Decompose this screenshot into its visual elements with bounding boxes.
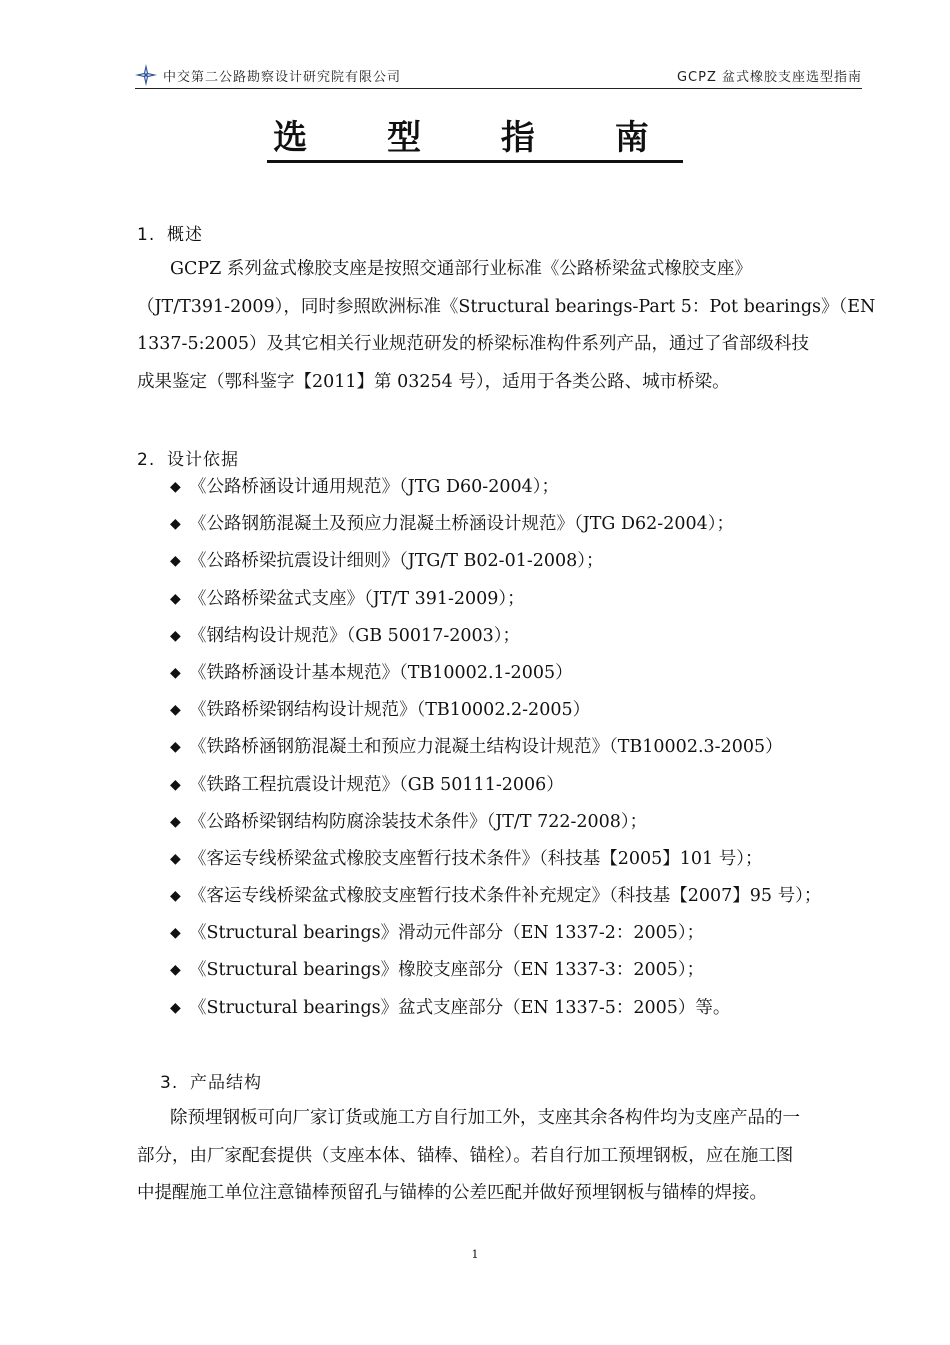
compass-star-icon (135, 64, 157, 86)
guide-name: GCPZ 盆式橡胶支座选型指南 (676, 70, 862, 85)
diamond-bullet-icon: ◆ (170, 516, 181, 533)
diamond-bullet-icon: ◆ (170, 479, 181, 495)
paragraph-line: 成果鉴定（鄂科鉴字【2011】第 03254 号），适用于各类公路、城市桥梁。 (137, 371, 730, 392)
diamond-bullet-icon: ◆ (170, 776, 181, 793)
page-header (135, 62, 862, 88)
section-number: 3. (160, 1073, 179, 1093)
diamond-bullet-icon: ◆ (170, 813, 181, 830)
section-3-heading (160, 1068, 262, 1093)
paragraph-line: GCPZ 系列盆式橡胶支座是按照交通部行业标准《公路桥梁盆式橡胶支座》 (170, 259, 752, 279)
list-item (170, 583, 821, 620)
list-item (170, 471, 821, 508)
list-item-text: 《Structural bearings》橡胶支座部分（EN 1337-3：2005）； (189, 960, 705, 981)
diamond-bullet-icon: ◆ (170, 962, 181, 979)
design-basis-list (170, 471, 821, 1029)
section-1-heading (137, 220, 203, 245)
page-number: 1 (471, 1248, 479, 1261)
structure-paragraph (137, 1100, 861, 1213)
list-item-text: 《钢结构设计规范》（GB 50017-2003）； (189, 625, 521, 646)
paragraph-line: 除预埋钢板可向厂家订货或施工方自行加工外，支座其余各构件均为支座产品的一 (170, 1108, 800, 1128)
diamond-bullet-icon: ◆ (170, 664, 181, 681)
list-item (170, 843, 821, 880)
organization-name: 中交第二公路勘察设计研究院有限公司 (163, 70, 402, 85)
list-item-text: 《客运专线桥梁盆式橡胶支座暂行技术条件》（科技基【2005】101 号）； (189, 848, 763, 869)
diamond-bullet-icon: ◆ (170, 888, 181, 905)
section-2-heading (137, 445, 239, 470)
paragraph-line: 部分，由厂家配套提供（支座本体、锚棒、锚栓）。若自行加工预埋钢板，应在施工图 (137, 1145, 794, 1166)
diamond-bullet-icon: ◆ (170, 999, 181, 1016)
list-item (170, 954, 821, 991)
list-item (170, 917, 821, 954)
diamond-bullet-icon: ◆ (170, 925, 181, 942)
list-item-text: 《Structural bearings》滑动元件部分（EN 1337-2：2005）； (189, 923, 705, 944)
section-title: 概述 (167, 225, 203, 245)
page-title-wrap (0, 116, 950, 163)
list-item-text: 《铁路桥梁钢结构设计规范》（TB10002.2-2005） (189, 700, 591, 721)
list-item (170, 769, 821, 806)
list-item-text: 《公路桥涵设计通用规范》（JTG D60-2004）； (189, 477, 559, 497)
list-item (170, 806, 821, 843)
paragraph-line: （JT/T391-2009），同时参照欧洲标准《Structural bearings-Part 5：Pot bearings》（EN (137, 296, 876, 317)
list-item (170, 731, 821, 768)
list-item (170, 508, 821, 545)
diamond-bullet-icon: ◆ (170, 553, 181, 570)
list-item (170, 545, 821, 582)
list-item-text: 《客运专线桥梁盆式橡胶支座暂行技术条件补充规定》（科技基【2007】95 号）； (189, 886, 822, 907)
list-item-text: 《铁路桥涵钢筋混凝土和预应力混凝土结构设计规范》（TB10002.3-2005） (189, 737, 783, 758)
section-number: 1. (137, 225, 156, 245)
diamond-bullet-icon: ◆ (170, 702, 181, 719)
list-item-text: 《铁路桥涵设计基本规范》（TB10002.1-2005） (189, 662, 573, 683)
diamond-bullet-icon: ◆ (170, 850, 181, 867)
section-title: 设计依据 (167, 450, 239, 470)
section-number: 2. (137, 450, 156, 470)
page-title: 选 型 指 南 (267, 116, 683, 163)
list-item-text: 《公路桥梁抗震设计细则》（JTG/T B02-01-2008）； (189, 551, 604, 572)
list-item (170, 620, 821, 657)
paragraph-line: 中提醒施工单位注意锚棒预留孔与锚棒的公差匹配并做好预埋钢板与锚棒的焊接。 (137, 1183, 767, 1203)
diamond-bullet-icon: ◆ (170, 627, 181, 644)
list-item-text: 《Structural bearings》盆式支座部分（EN 1337-5：2005）等。 (189, 997, 731, 1018)
list-item (170, 880, 821, 917)
list-item-text: 《公路桥梁钢结构防腐涂装技术条件》（JT/T 722-2008）； (189, 811, 648, 832)
list-item-text: 《公路钢筋混凝土及预应力混凝土桥涵设计规范》（JTG D62-2004）； (189, 514, 734, 535)
section-title: 产品结构 (190, 1073, 262, 1093)
overview-paragraph (137, 251, 876, 401)
list-item (170, 992, 821, 1029)
header-divider (135, 88, 862, 89)
list-item-text: 《公路桥梁盆式支座》（JT/T 391-2009）； (189, 588, 525, 609)
diamond-bullet-icon: ◆ (170, 590, 181, 607)
list-item (170, 657, 821, 694)
list-item-text: 《铁路工程抗震设计规范》（GB 50111-2006） (189, 774, 564, 795)
list-item (170, 694, 821, 731)
diamond-bullet-icon: ◆ (170, 739, 181, 756)
paragraph-line: 1337-5:2005）及其它相关行业规范研发的桥梁标准构件系列产品，通过了省部级科技 (137, 334, 810, 354)
